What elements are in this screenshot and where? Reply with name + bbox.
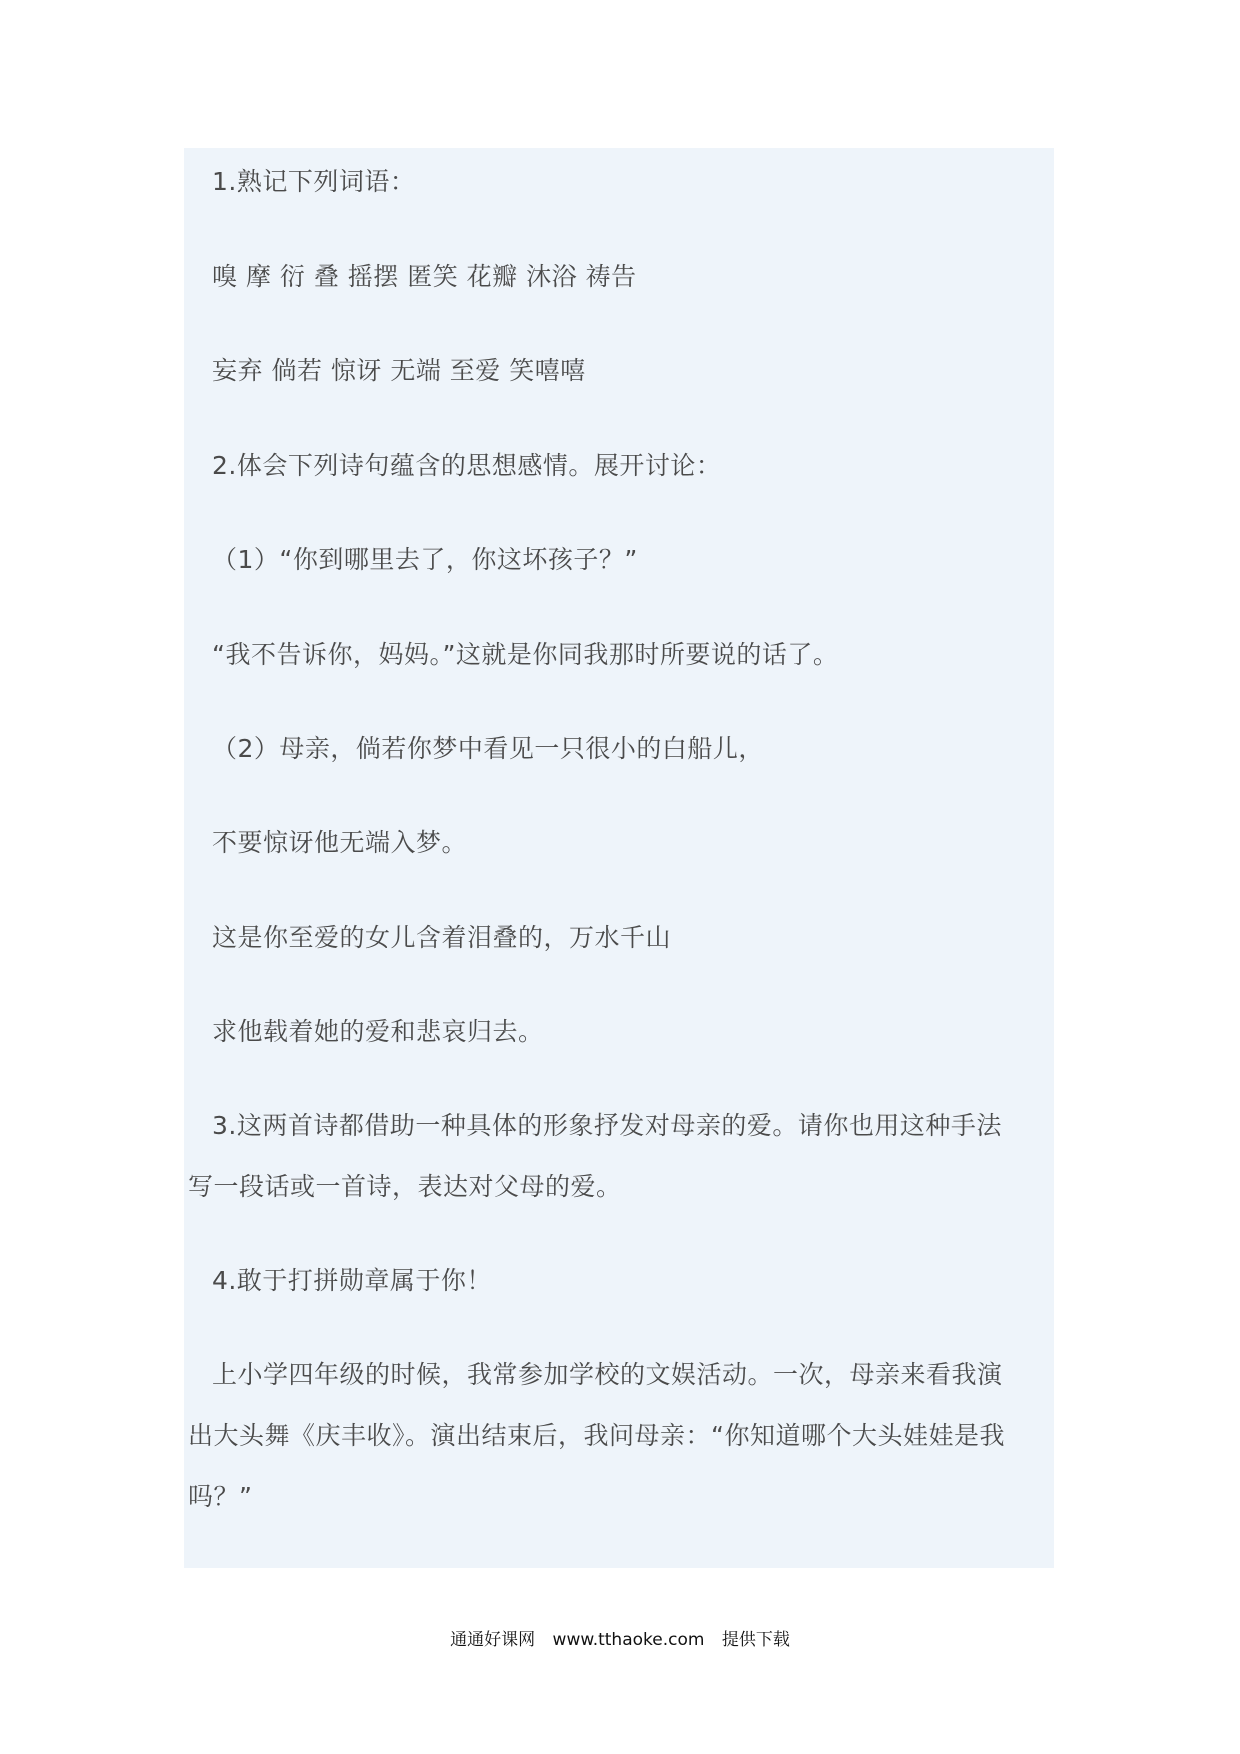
story-line-2: 出大头舞《庆丰收》。演出结束后，我问母亲：“你知道哪个大头娃娃是我 bbox=[188, 1421, 1005, 1450]
item-1-heading: 1.熟记下列词语： bbox=[212, 167, 416, 196]
story-line-1: 上小学四年级的时候，我常参加学校的文娱活动。一次，母亲来看我演 bbox=[212, 1360, 1003, 1389]
item-2-heading: 2.体会下列诗句蕴含的思想感情。展开讨论： bbox=[212, 451, 722, 480]
poem-quote-2c: 这是你至爱的女儿含着泪叠的，万水千山 bbox=[212, 923, 672, 952]
vocabulary-row-2: 妄弃 倘若 惊讶 无端 至爱 笑嘻嘻 bbox=[212, 356, 586, 385]
footer-suffix: 提供下载 bbox=[721, 1630, 790, 1650]
footer-url[interactable]: www.tthaoke.com bbox=[552, 1630, 705, 1650]
story-line-3: 吗？” bbox=[188, 1482, 253, 1511]
item-3-heading: 3.这两首诗都借助一种具体的形象抒发对母亲的爱。请你也用这种手法 bbox=[212, 1111, 1002, 1140]
poem-quote-2d: 求他载着她的爱和悲哀归去。 bbox=[212, 1017, 544, 1046]
poem-quote-2a: （2）母亲，倘若你梦中看见一只很小的白船儿， bbox=[212, 734, 764, 763]
page-footer bbox=[0, 1625, 1240, 1650]
poem-quote-1b: “我不告诉你，妈妈。”这就是你同我那时所要说的话了。 bbox=[212, 640, 839, 669]
poem-quote-2b: 不要惊讶他无端入梦。 bbox=[212, 828, 468, 857]
item-4-heading: 4.敢于打拼勋章属于你！ bbox=[212, 1266, 492, 1295]
footer-site-name: 通通好课网 bbox=[450, 1630, 536, 1650]
item-3-continuation: 写一段话或一首诗，表达对父母的爱。 bbox=[188, 1172, 622, 1201]
poem-quote-1a: （1）“你到哪里去了，你这坏孩子？” bbox=[212, 545, 638, 574]
vocabulary-row-1: 嗅 摩 衍 叠 摇摆 匿笑 花瓣 沐浴 祷告 bbox=[212, 262, 637, 291]
